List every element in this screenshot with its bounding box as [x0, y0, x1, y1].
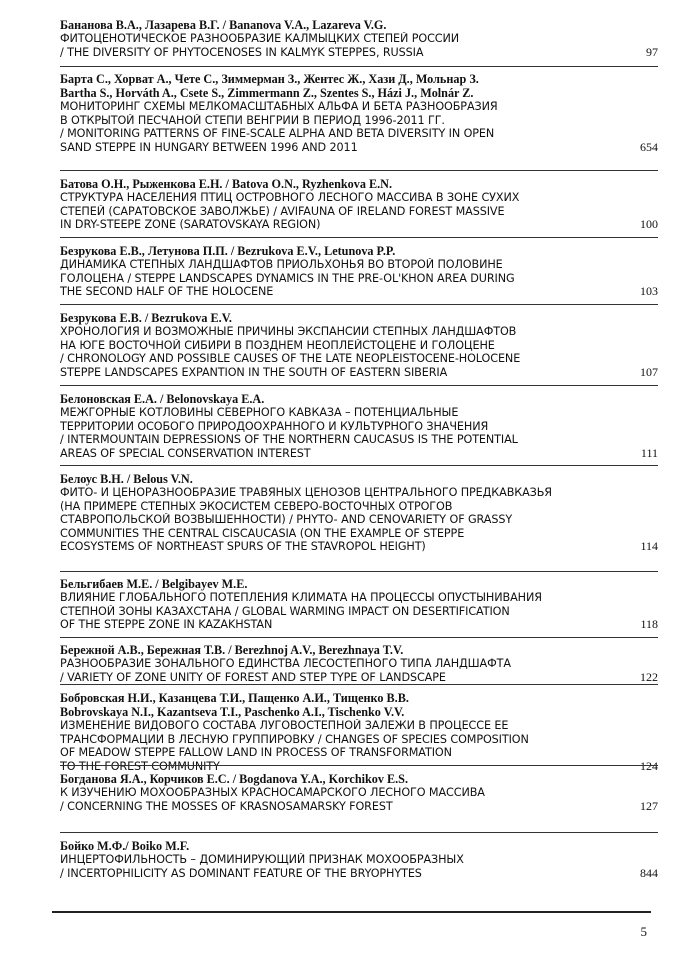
toc-entry: [60, 244, 658, 299]
entry-separator: [60, 66, 658, 67]
toc-entry: [60, 643, 658, 684]
entry-page-number: 111: [635, 447, 658, 461]
entry-title-line: ТРАНСФОРМАЦИИ В ЛЕСНУЮ ГРУППИРОВКУ / CHANGES OF SPECIES COMPOSITION: [60, 732, 529, 746]
toc-entry: [60, 392, 658, 460]
entry-title-line: НА ЮГЕ ВОСТОЧНОЙ СИБИРИ В ПОЗДНЕМ НЕОПЛЕЙСТОЦЕНЕ И ГОЛОЦЕНЕ: [60, 338, 495, 352]
entry-authors: Бережной А.В., Бережная Т.В. / Berezhnoj A.V., Berezhnaya T.V.: [60, 643, 404, 657]
entry-separator: [60, 170, 658, 171]
entry-page-number: 118: [634, 618, 658, 632]
entry-title-line: STEPPE LANDSCAPES EXPANTION IN THE SOUTH OF EASTERN SIBERIA: [60, 365, 448, 379]
entry-page-number: 122: [634, 671, 658, 685]
entry-title-line: ФИТО- И ЦЕНОРАЗНООБРАЗИЕ ТРАВЯНЫХ ЦЕНОЗОВ ЦЕНТРАЛЬНОГО ПРЕДКАВКАЗЬЯ: [60, 486, 552, 499]
entry-authors: Батова О.Н., Рыженкова Е.Н. / Batova O.N., Ryzhenkova E.N.: [60, 177, 392, 191]
entry-title: [60, 32, 658, 59]
entry-page-number: 100: [634, 218, 658, 232]
entry-title-line: МОНИТОРИНГ СХЕМЫ МЕЛКОМАСШТАБНЫХ АЛЬФА И БЕТА РАЗНООБРАЗИЯ: [60, 100, 498, 113]
entry-title-line: К ИЗУЧЕНИЮ МОХООБРАЗНЫХ КРАСНОСАМАРСКОГО ЛЕСНОГО МАССИВА: [60, 786, 485, 799]
entry-title: [60, 191, 658, 232]
entry-authors: Бойко М.Ф./ Boiko M.F.: [60, 839, 190, 853]
entry-separator: [60, 304, 658, 305]
entry-authors: Белоновская Е.А. / Belonovskaya E.A.: [60, 392, 265, 406]
entry-page-number: 107: [634, 366, 658, 380]
toc-entry: [60, 577, 658, 632]
entry-authors: Bartha S., Horváth A., Csete S., Zimmermann Z., Szentes S., Házi J., Molnár Z.: [60, 86, 474, 100]
entry-page-number: 103: [634, 285, 658, 299]
entry-title-line: СТЕПЕЙ (САРАТОВСКОЕ ЗАВОЛЖЬЕ) / AVIFAUNA OF IRELAND FOREST MASSIVE: [60, 204, 505, 218]
entry-page-number: 127: [634, 800, 658, 814]
entry-title-line: ECOSYSTEMS OF NORTHEAST SPURS OF THE STAVROPOL HEIGHT): [60, 540, 426, 553]
toc-entry: [60, 311, 658, 379]
toc-entry: [60, 72, 658, 154]
entry-separator: [60, 684, 658, 685]
entry-title: [60, 325, 658, 379]
entry-authors: Богданова Я.А., Корчиков Е.С. / Bogdanova Y.A., Korchikov E.S.: [60, 772, 409, 786]
entry-title-line: ТЕРРИТОРИИ ОСОБОГО ПРИРОДООХРАННОГО И КУЛЬТУРНОГО ЗНАЧЕНИЯ: [60, 419, 489, 433]
entry-page-number: 654: [634, 141, 658, 155]
entry-title-line: ИНЦЕРТОФИЛЬНОСТЬ – ДОМИНИРУЮЩИЙ ПРИЗНАК МОХООБРАЗНЫХ: [60, 853, 464, 866]
entry-title: [60, 406, 658, 460]
toc-entry: [60, 691, 658, 773]
entry-authors: Белоус В.Н. / Belous V.N.: [60, 472, 193, 486]
entry-title-line: СТРУКТУРА НАСЕЛЕНИЯ ПТИЦ ОСТРОВНОГО ЛЕСНОГО МАССИВА В ЗОНЕ СУХИХ: [60, 191, 520, 204]
entry-separator: [60, 571, 658, 572]
entry-title-line: SAND STEPPE IN HUNGARY BETWEEN 1996 AND 2011: [60, 140, 358, 154]
entry-title-line: ВЛИЯНИЕ ГЛОБАЛЬНОГО ПОТЕПЛЕНИЯ КЛИМАТА НА ПРОЦЕССЫ ОПУСТЫНИВАНИЯ: [60, 591, 542, 604]
entry-title-line: РАЗНООБРАЗИЕ ЗОНАЛЬНОГО ЕДИНСТВА ЛЕСОСТЕПНОГО ТИПА ЛАНДШАФТА: [60, 657, 511, 670]
entry-separator: [60, 465, 658, 466]
entry-title-line: / MONITORING PATTERNS OF FINE-SCALE ALPHA AND BETA DIVERSITY IN OPEN: [60, 127, 495, 140]
entry-title-line: / CONCERNING THE MOSSES OF KRASNOSAMARSKY FOREST: [60, 799, 393, 813]
entry-title-line: МЕЖГОРНЫЕ КОТЛОВИНЫ СЕВЕРНОГО КАВКАЗА – ПОТЕНЦИАЛЬНЫЕ: [60, 406, 459, 419]
toc-entry: [60, 177, 658, 232]
entry-title-line: ХРОНОЛОГИЯ И ВОЗМОЖНЫЕ ПРИЧИНЫ ЭКСПАНСИИ СТЕПНЫХ ЛАНДШАФТОВ: [60, 325, 517, 338]
entry-title-line: / CHRONOLOGY AND POSSIBLE CAUSES OF THE LATE NEOPLEISTOCENE-HOLOCENE: [60, 352, 521, 365]
entry-page-number: 97: [640, 46, 658, 60]
entry-title: [60, 486, 658, 554]
entry-title-line: / THE DIVERSITY OF PHYTOCENOSES IN KALMYK STEPPES, RUSSIA: [60, 45, 424, 59]
page-number: 5: [640, 924, 647, 939]
entry-title-line: ГОЛОЦЕНА / STEPPE LANDSCAPES DYNAMICS IN THE PRE-OL'KHON AREA DURING: [60, 271, 515, 285]
entry-authors: Бобровская Н.И., Казанцева Т.И., Пащенко А.И., Тищенко В.В.: [60, 691, 409, 705]
entry-title-line: OF MEADOW STEPPE FALLOW LAND IN PROCESS OF TRANSFORMATION: [60, 746, 452, 759]
entry-title-line: / INTERMOUNTAIN DEPRESSIONS OF THE NORTHERN CAUCASUS IS THE POTENTIAL: [60, 433, 518, 446]
bottom-rule: [52, 911, 651, 913]
entry-title-line: / INCERTOPHILICITY AS DOMINANT FEATURE OF THE BRYOPHYTES: [60, 866, 422, 880]
entry-title-line: ФИТОЦЕНОТИЧЕСКОЕ РАЗНООБРАЗИЕ КАЛМЫЦКИХ СТЕПЕЙ РОССИИ: [60, 32, 460, 45]
entry-title-line: ИЗМЕНЕНИЕ ВИДОВОГО СОСТАВА ЛУГОВОСТЕПНОЙ ЗАЛЕЖИ В ПРОЦЕССЕ ЕЕ: [60, 719, 509, 732]
entry-authors: Барта С., Хорват А., Чете С., Зиммерман З., Жентес Ж., Хази Д., Мольнар З.: [60, 72, 479, 86]
entry-separator: [60, 237, 658, 238]
toc-entry: [60, 772, 658, 813]
toc-entry: [60, 18, 658, 59]
entry-title: [60, 853, 658, 880]
entry-page-number: 124: [634, 760, 658, 774]
entry-page-number: 114: [634, 540, 658, 554]
entry-title-line: ДИНАМИКА СТЕПНЫХ ЛАНДШАФТОВ ПРИОЛЬХОНЬЯ ВО ВТОРОЙ ПОЛОВИНЕ: [60, 258, 503, 271]
entry-authors: Безрукова Е.В., Летунова П.П. / Bezrukova E.V., Letunova P.P.: [60, 244, 396, 258]
entry-title-line: / VARIETY OF ZONE UNITY OF FOREST AND STEP TYPE OF LANDSCAPE: [60, 670, 446, 684]
entry-title: [60, 657, 658, 684]
entry-separator: [60, 637, 658, 638]
entry-title-line: THE SECOND HALF OF THE HOLOCENE: [60, 285, 274, 298]
entry-separator: [60, 385, 658, 386]
entry-separator: [60, 765, 658, 766]
entry-title-line: COMMUNITIES THE CENTRAL CISCAUCASIA (ON THE EXAMPLE OF STEPPE: [60, 526, 465, 540]
entry-title-line: В ОТКРЫТОЙ ПЕСЧАНОЙ СТЕПИ ВЕНГРИИ В ПЕРИОД 1996-2011 ГГ.: [60, 113, 445, 127]
entry-authors: Бананова В.А., Лазарева В.Г. / Bananova V.A., Lazareva V.G.: [60, 18, 387, 32]
toc-entry: [60, 839, 658, 880]
entry-title-line: СТАВРОПОЛЬСКОЙ ВОЗВЫШЕННОСТИ) / PHYTO- AND CENOVARIETY OF GRASSY: [60, 513, 513, 526]
entry-title-line: OF THE STEPPE ZONE IN KAZAKHSTAN: [60, 618, 273, 631]
entry-title-line: IN DRY-STEEPE ZONE (SARATOVSKAYA REGION): [60, 218, 321, 231]
entry-authors: Бельгибаев М.Е. / Belgibayev M.E.: [60, 577, 248, 591]
entry-title-line: TO THE FOREST COMMUNITY: [60, 759, 220, 773]
entry-title: [60, 100, 658, 154]
entry-title-line: AREAS OF SPECIAL CONSERVATION INTEREST: [60, 446, 311, 460]
entry-authors: Bobrovskaya N.I., Kazantseva T.I., Paschenko A.I., Tischenko V.V.: [60, 705, 405, 719]
entry-title: [60, 786, 658, 813]
entry-page-number: 844: [634, 867, 658, 881]
toc-entry: [60, 472, 658, 554]
entry-title-line: СТЕПНОЙ ЗОНЫ КАЗАХСТАНА / GLOBAL WARMING IMPACT ON DESERTIFICATION: [60, 604, 510, 618]
entry-authors: Безрукова Е.В. / Bezrukova E.V.: [60, 311, 232, 325]
entry-title-line: (НА ПРИМЕРЕ СТЕПНЫХ ЭКОСИСТЕМ СЕВЕРО-ВОСТОЧНЫХ ОТРОГОВ: [60, 499, 453, 513]
entry-title: [60, 258, 658, 299]
entry-title: [60, 591, 658, 632]
entry-separator: [60, 832, 658, 833]
